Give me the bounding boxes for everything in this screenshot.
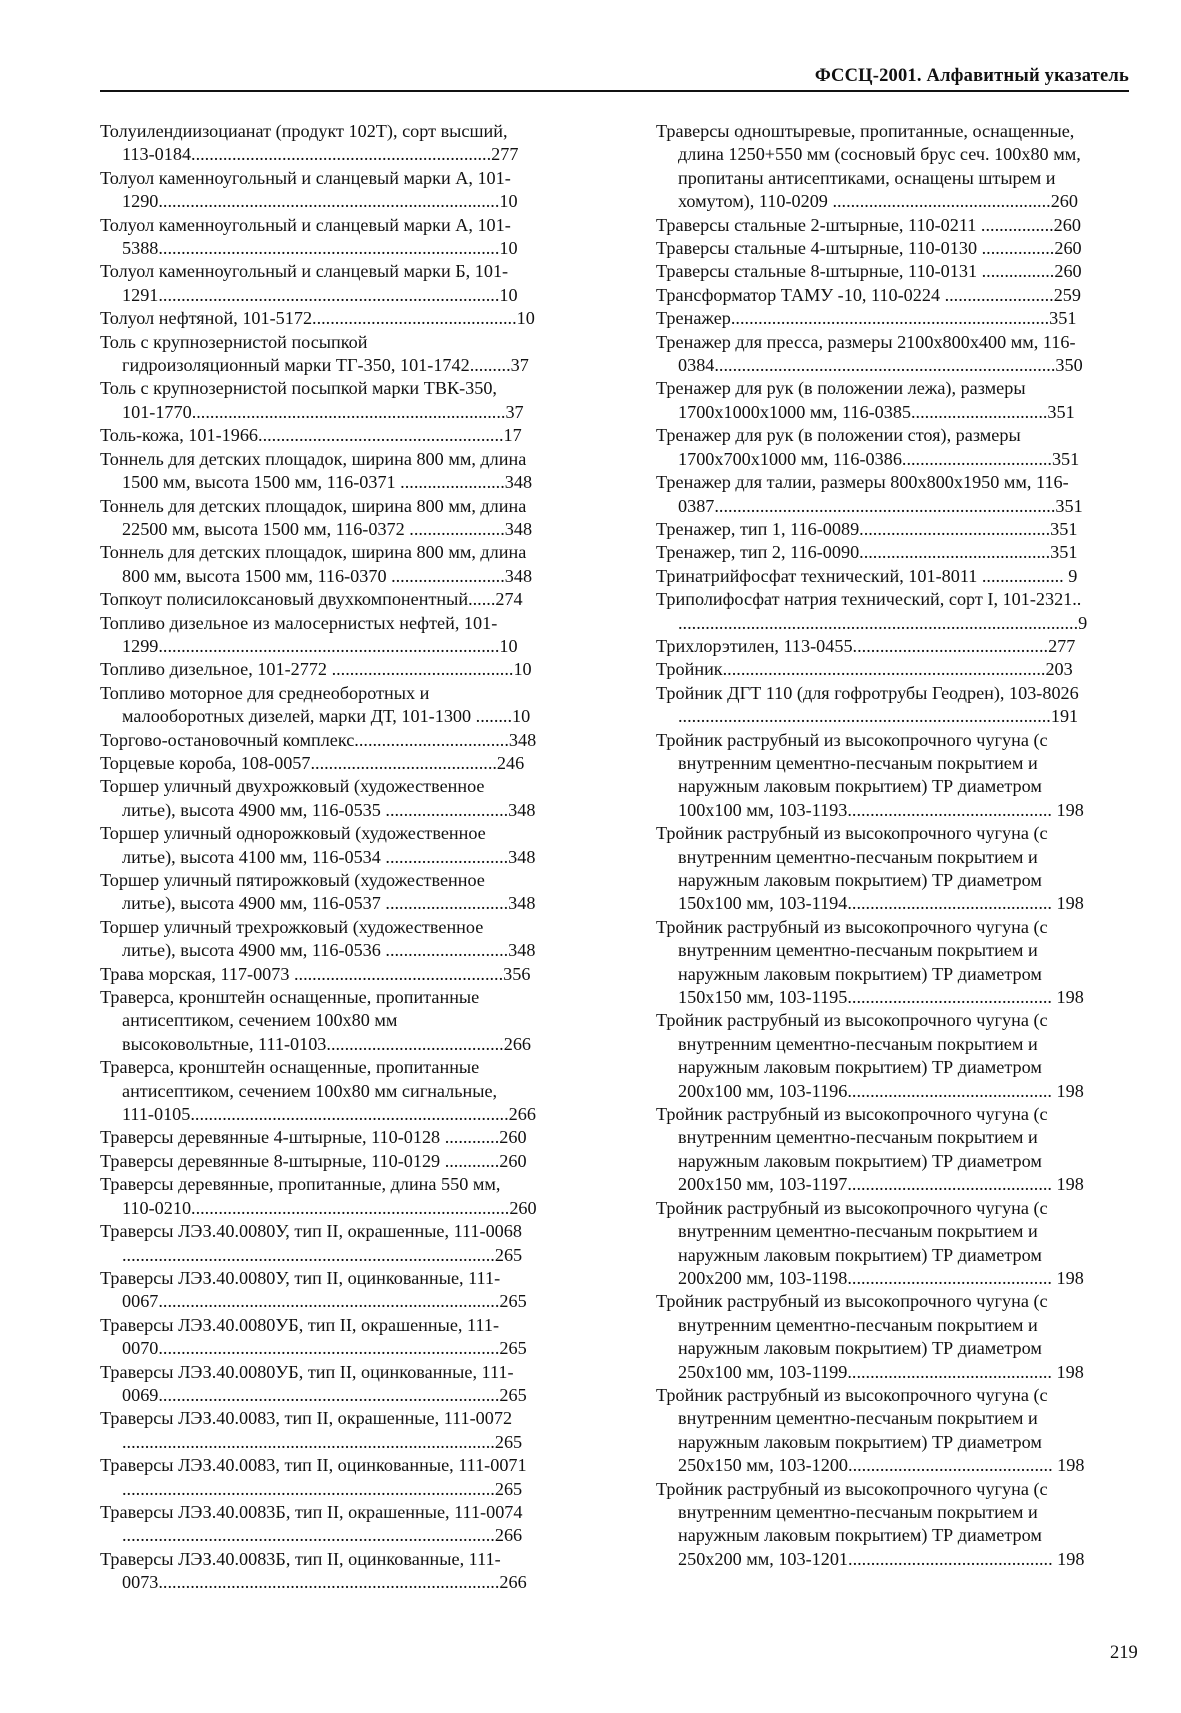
index-entry-line: Тринатрийфосфат технический, 101-8011 .................. 9 <box>656 565 1078 586</box>
index-entry-line: внутренним цементно-песчаным покрытием и <box>678 752 1038 773</box>
index-entry <box>656 471 1139 518</box>
index-entry <box>100 331 578 378</box>
index-entry-line: Траверсы стальные 8-штырные, 110-0131 ................260 <box>656 261 1082 282</box>
index-entry-line: Толь-кожа, 101-1966......................................................17 <box>100 425 522 446</box>
index-entry-line: внутренним цементно-песчаным покрытием и <box>678 1127 1038 1148</box>
index-entry-line: наружным лаковым покрытием) ТР диаметром <box>678 870 1042 890</box>
header-title: ФССЦ-2001. Алфавитный указатель <box>814 66 1129 86</box>
index-entry-line: Траверсы ЛЭЗ.40.0080У, тип II, оцинкованные, 111- <box>100 1267 501 1288</box>
index-entry-line: Траверсы ЛЭЗ.40.0083Б, тип II, окрашенные, 111-0074 <box>100 1501 523 1522</box>
index-entry <box>100 1150 578 1173</box>
index-entry <box>656 120 1139 214</box>
index-entry <box>656 1009 1139 1103</box>
index-entry <box>100 541 578 588</box>
index-entry-line: Топливо дизельное, 101-2772 ........................................10 <box>100 659 532 680</box>
index-entry-line: Тройник раструбный из высокопрочного чугуна (с <box>656 729 1048 750</box>
index-entry <box>100 986 578 1056</box>
index-entry <box>656 331 1139 378</box>
index-entry-line: Тройник раструбный из высокопрочного чугуна (с <box>656 1010 1048 1031</box>
index-entry-line: Траверсы деревянные 4-штырные, 110-0128 ............260 <box>100 1127 527 1148</box>
index-entry-line: 5388...........................................................................10 <box>122 238 518 259</box>
index-entry-line: Траверсы одноштыревые, пропитанные, оснащенные, <box>656 121 1075 141</box>
index-entry-line: 0384...........................................................................350 <box>678 355 1083 376</box>
index-entry-line: Траверсы ЛЭЗ.40.0080УБ, тип II, оцинкованные, 111- <box>100 1361 514 1382</box>
page-header <box>100 56 1129 92</box>
index-entry-line: 250х150 мм, 103-1200............................................. 198 <box>678 1455 1085 1476</box>
index-entry <box>656 237 1139 260</box>
index-entry-line: внутренним цементно-песчаным покрытием и <box>678 1501 1038 1522</box>
index-entry-line: 0073...........................................................................266 <box>122 1572 527 1593</box>
index-entry <box>100 260 578 307</box>
index-entry <box>656 424 1139 471</box>
index-entry-line: 200х200 мм, 103-1198............................................. 198 <box>678 1267 1084 1288</box>
index-entry <box>656 307 1139 330</box>
index-entry-line: наружным лаковым покрытием) ТР диаметром <box>678 1150 1042 1171</box>
index-entry <box>656 635 1139 658</box>
index-entry-line: наружным лаковым покрытием) ТР диаметром <box>678 1057 1042 1078</box>
index-entry-line: ..................................................................................191 <box>678 706 1079 727</box>
index-entry-line: 110-0210......................................................................260 <box>122 1197 537 1218</box>
index-entry-line: длина 1250+550 мм (сосновый брус сеч. 100х80 мм, <box>678 144 1081 165</box>
index-entry-line: Топливо дизельное из малосернистых нефтей, 101- <box>100 612 498 633</box>
index-entry-line: Толуол каменноугольный и сланцевый марки Б, 101- <box>100 261 509 282</box>
index-entry <box>656 729 1139 823</box>
index-entry <box>656 565 1139 588</box>
index-entry <box>100 1407 578 1454</box>
index-entry <box>100 869 578 916</box>
index-entry <box>100 120 578 167</box>
index-entry <box>100 1548 578 1595</box>
index-entry-line: Тоннель для детских площадок, ширина 800 мм, длина <box>100 448 527 469</box>
index-entry-line: Тренажер для талии, размеры 800х800х1950 мм, 116- <box>656 472 1069 493</box>
index-entry-line: 101-1770.....................................................................37 <box>122 401 524 422</box>
index-entry-line: литье), высота 4900 мм, 116-0535 ...........................348 <box>122 799 536 820</box>
index-entry-line: пропитаны антисептиками, оснащены штырем и <box>678 167 1056 188</box>
index-entry <box>100 658 578 681</box>
index-entry <box>100 916 578 963</box>
index-entry-line: Траверсы стальные 2-штырные, 110-0211 ................260 <box>656 214 1081 235</box>
index-entry <box>100 1220 578 1267</box>
index-entry-line: 250х100 мм, 103-1199............................................. 198 <box>678 1361 1084 1382</box>
index-entry-line: Траверсы ЛЭЗ.40.0083Б, тип II, оцинкованные, 111- <box>100 1548 501 1569</box>
index-entry-line: высоковольтные, 111-0103.......................................266 <box>122 1033 532 1054</box>
index-entry-line: Топливо моторное для среднеоборотных и <box>100 682 430 703</box>
index-entry-line: Торшер уличный двухрожковый (художественное <box>100 776 485 797</box>
index-entry <box>656 1478 1139 1572</box>
index-entry <box>100 424 578 447</box>
index-entry <box>656 1103 1139 1197</box>
index-entry-line: Топкоут полисилоксановый двухкомпонентный......274 <box>100 589 523 610</box>
index-entry-line: 113-0184..................................................................277 <box>122 144 519 165</box>
index-entry-line: 800 мм, высота 1500 мм, 116-0370 .........................348 <box>122 565 533 586</box>
index-entry-line: 1290...........................................................................10 <box>122 191 518 212</box>
index-entry-line: малооборотных дизелей, марки ДТ, 101-1300 ........10 <box>122 706 531 727</box>
index-entry-line: наружным лаковым покрытием) ТР диаметром <box>678 963 1042 984</box>
index-entry-line: Тройник раструбный из высокопрочного чугуна (с <box>656 1104 1048 1125</box>
index-entry-line: гидроизоляционный марки ТГ-350, 101-1742.........37 <box>122 355 529 376</box>
index-column-left <box>100 120 578 1595</box>
index-entry-line: ........................................................................................9 <box>678 612 1088 633</box>
index-entry <box>100 214 578 261</box>
index-entry-line: Тренажер, тип 1, 116-0089..........................................351 <box>656 518 1078 539</box>
index-entry <box>100 495 578 542</box>
index-entry <box>656 822 1139 916</box>
index-entry-line: Тренажер......................................................................351 <box>656 308 1077 329</box>
index-entry <box>656 682 1139 729</box>
index-entry-line: Тройник раструбный из высокопрочного чугуна (с <box>656 916 1048 937</box>
index-entry-line: Торгово-остановочный комплекс..................................348 <box>100 729 537 750</box>
index-entry-line: внутренним цементно-песчаным покрытием и <box>678 846 1038 867</box>
index-entry <box>100 167 578 214</box>
index-entry <box>100 752 578 775</box>
index-entry-line: внутренним цементно-песчаным покрытием и <box>678 1408 1038 1429</box>
index-entry-line: Тройник раструбный из высокопрочного чугуна (с <box>656 823 1048 844</box>
index-entry-line: 1291...........................................................................10 <box>122 284 518 305</box>
index-entry-line: Торшер уличный трехрожковый (художественное <box>100 916 484 937</box>
index-entry-line: литье), высота 4900 мм, 116-0537 ...........................348 <box>122 893 536 914</box>
index-entry <box>100 448 578 495</box>
index-entry <box>656 260 1139 283</box>
index-entry-line: 1700х700х1000 мм, 116-0386.................................351 <box>678 448 1080 469</box>
index-entry <box>656 1197 1139 1291</box>
index-entry <box>656 1290 1139 1384</box>
index-entry <box>100 377 578 424</box>
index-entry-line: Толуилендиизоцианат (продукт 102Т), сорт высший, <box>100 121 508 141</box>
index-entry-line: литье), высота 4100 мм, 116-0534 ...........................348 <box>122 846 536 867</box>
index-entry-line: Торшер уличный однорожковый (художественное <box>100 823 486 844</box>
index-entry-line: наружным лаковым покрытием) ТР диаметром <box>678 776 1042 797</box>
index-entry-line: Тренажер для рук (в положении стоя), размеры <box>656 425 1021 446</box>
index-entry-line: внутренним цементно-песчаным покрытием и <box>678 940 1038 961</box>
index-entry <box>100 1501 578 1548</box>
index-entry-line: Толь с крупнозернистой посыпкой марки ТВК-350, <box>100 378 497 399</box>
index-entry-line: хомутом), 110-0209 ................................................260 <box>678 191 1078 212</box>
index-entry <box>100 1056 578 1126</box>
index-entry <box>100 1361 578 1408</box>
index-entry-line: Толуол нефтяной, 101-5172.............................................10 <box>100 308 535 329</box>
index-entry-line: ..................................................................................265 <box>122 1478 523 1499</box>
index-entry <box>100 963 578 986</box>
index-entry <box>100 307 578 330</box>
index-entry-line: литье), высота 4900 мм, 116-0536 ...........................348 <box>122 940 536 961</box>
index-entry <box>656 541 1139 564</box>
index-entry-line: 0387...........................................................................351 <box>678 495 1083 516</box>
index-entry <box>656 1384 1139 1478</box>
index-entry <box>100 1126 578 1149</box>
index-entry-line: Трихлорэтилен, 113-0455...........................................277 <box>656 635 1076 656</box>
index-entry <box>656 214 1139 237</box>
index-entry-line: Торшер уличный пятирожковый (художественное <box>100 870 485 890</box>
index-entry-line: Торцевые короба, 108-0057.........................................246 <box>100 752 525 773</box>
index-entry-line: Толуол каменноугольный и сланцевый марки А, 101- <box>100 214 511 235</box>
index-entry-line: Трава морская, 117-0073 ..............................................356 <box>100 963 531 984</box>
index-entry-line: Триполифосфат натрия технический, сорт I, 101-2321.. <box>656 589 1082 610</box>
index-entry-line: Тоннель для детских площадок, ширина 800 мм, длина <box>100 495 527 516</box>
index-entry <box>100 1314 578 1361</box>
index-entry <box>100 682 578 729</box>
index-entry <box>100 588 578 611</box>
index-entry-line: Трансформатор ТАМУ -10, 110-0224 ........................259 <box>656 284 1081 305</box>
index-entry-line: Тренажер, тип 2, 116-0090..........................................351 <box>656 542 1078 563</box>
index-entry-line: Тройник.......................................................................203 <box>656 659 1073 680</box>
index-entry-line: наружным лаковым покрытием) ТР диаметром <box>678 1338 1042 1359</box>
index-entry-line: Тройник ДГТ 110 (для гофротрубы Геодрен), 103-8026 <box>656 682 1079 703</box>
index-entry <box>656 658 1139 681</box>
index-entry-line: ..................................................................................265 <box>122 1431 523 1452</box>
index-entry-line: 111-0105......................................................................266 <box>122 1104 536 1125</box>
index-entry-line: 1299...........................................................................10 <box>122 635 518 656</box>
index-entry-line: наружным лаковым покрытием) ТР диаметром <box>678 1525 1042 1546</box>
index-entry <box>656 588 1139 635</box>
index-entry-line: наружным лаковым покрытием) ТР диаметром <box>678 1431 1042 1452</box>
index-entry-line: Траверсы ЛЭЗ.40.0080УБ, тип II, окрашенные, 111- <box>100 1314 499 1335</box>
index-entry <box>100 1173 578 1220</box>
index-entry-line: Тоннель для детских площадок, ширина 800 мм, длина <box>100 542 527 563</box>
index-entry-line: Траверсы деревянные 8-штырные, 110-0129 ............260 <box>100 1150 527 1171</box>
index-entry <box>100 775 578 822</box>
index-column-right <box>656 120 1139 1571</box>
index-entry-line: Траверса, кронштейн оснащенные, пропитанные <box>100 1057 480 1078</box>
index-entry <box>100 612 578 659</box>
index-entry-line: антисептиком, сечением 100х80 мм сигнальные, <box>122 1080 498 1101</box>
page-number: 219 <box>1110 1643 1138 1663</box>
index-entry <box>656 377 1139 424</box>
index-entry-line: 0070...........................................................................265 <box>122 1338 527 1359</box>
index-entry-line: Тренажер для пресса, размеры 2100х800х400 мм, 116- <box>656 331 1076 352</box>
index-entry-line: Толь с крупнозернистой посыпкой <box>100 331 368 352</box>
index-entry-line: Тройник раструбный из высокопрочного чугуна (с <box>656 1384 1048 1405</box>
index-entry-line: 22500 мм, высота 1500 мм, 116-0372 .....................348 <box>122 518 533 539</box>
index-entry <box>100 1267 578 1314</box>
index-entry-line: Траверсы стальные 4-штырные, 110-0130 ................260 <box>656 238 1082 259</box>
index-entry-line: Траверса, кронштейн оснащенные, пропитанные <box>100 987 480 1008</box>
index-entry <box>656 284 1139 307</box>
index-entry-line: внутренним цементно-песчаным покрытием и <box>678 1033 1038 1054</box>
index-entry <box>100 729 578 752</box>
index-entry-line: Тройник раструбный из высокопрочного чугуна (с <box>656 1478 1048 1499</box>
index-entry-line: антисептиком, сечением 100х80 мм <box>122 1010 398 1031</box>
index-entry-line: внутренним цементно-песчаным покрытием и <box>678 1221 1038 1242</box>
index-entry-line: Траверсы ЛЭЗ.40.0083, тип II, оцинкованные, 111-0071 <box>100 1455 527 1476</box>
index-entry-line: 1700х1000х1000 мм, 116-0385..............................351 <box>678 401 1075 422</box>
index-entry-line: Траверсы ЛЭЗ.40.0083, тип II, окрашенные, 111-0072 <box>100 1408 513 1429</box>
index-entry-line: Тройник раструбный из высокопрочного чугуна (с <box>656 1291 1048 1312</box>
index-entry-line: 100х100 мм, 103-1193............................................. 198 <box>678 799 1084 820</box>
index-entry-line: наружным лаковым покрытием) ТР диаметром <box>678 1244 1042 1265</box>
index-entry-line: 250х200 мм, 103-1201............................................. 198 <box>678 1548 1085 1569</box>
index-entry-line: 150х150 мм, 103-1195............................................. 198 <box>678 987 1084 1008</box>
index-entry-line: 200х100 мм, 103-1196............................................. 198 <box>678 1080 1084 1101</box>
index-entry-line: 1500 мм, высота 1500 мм, 116-0371 .......................348 <box>122 472 533 493</box>
index-entry-line: 200х150 мм, 103-1197............................................. 198 <box>678 1174 1084 1195</box>
index-entry <box>656 916 1139 1010</box>
index-entry-line: Тренажер для рук (в положении лежа), размеры <box>656 378 1026 399</box>
index-entry-line: Тройник раструбный из высокопрочного чугуна (с <box>656 1197 1048 1218</box>
index-entry-line: Толуол каменноугольный и сланцевый марки А, 101- <box>100 167 511 188</box>
index-entry-line: Траверсы ЛЭЗ.40.0080У, тип II, окрашенные, 111-0068 <box>100 1221 522 1242</box>
index-entry <box>100 1454 578 1501</box>
index-entry <box>100 822 578 869</box>
index-entry-line: 0067...........................................................................265 <box>122 1291 527 1312</box>
index-entry-line: внутренним цементно-песчаным покрытием и <box>678 1314 1038 1335</box>
index-entry-line: Траверсы деревянные, пропитанные, длина 550 мм, <box>100 1174 501 1195</box>
index-entry-line: ..................................................................................265 <box>122 1244 523 1265</box>
index-entry-line: ..................................................................................266 <box>122 1525 523 1546</box>
index-entry-line: 150х100 мм, 103-1194............................................. 198 <box>678 893 1084 914</box>
index-entry <box>656 518 1139 541</box>
index-entry-line: 0069...........................................................................265 <box>122 1384 527 1405</box>
